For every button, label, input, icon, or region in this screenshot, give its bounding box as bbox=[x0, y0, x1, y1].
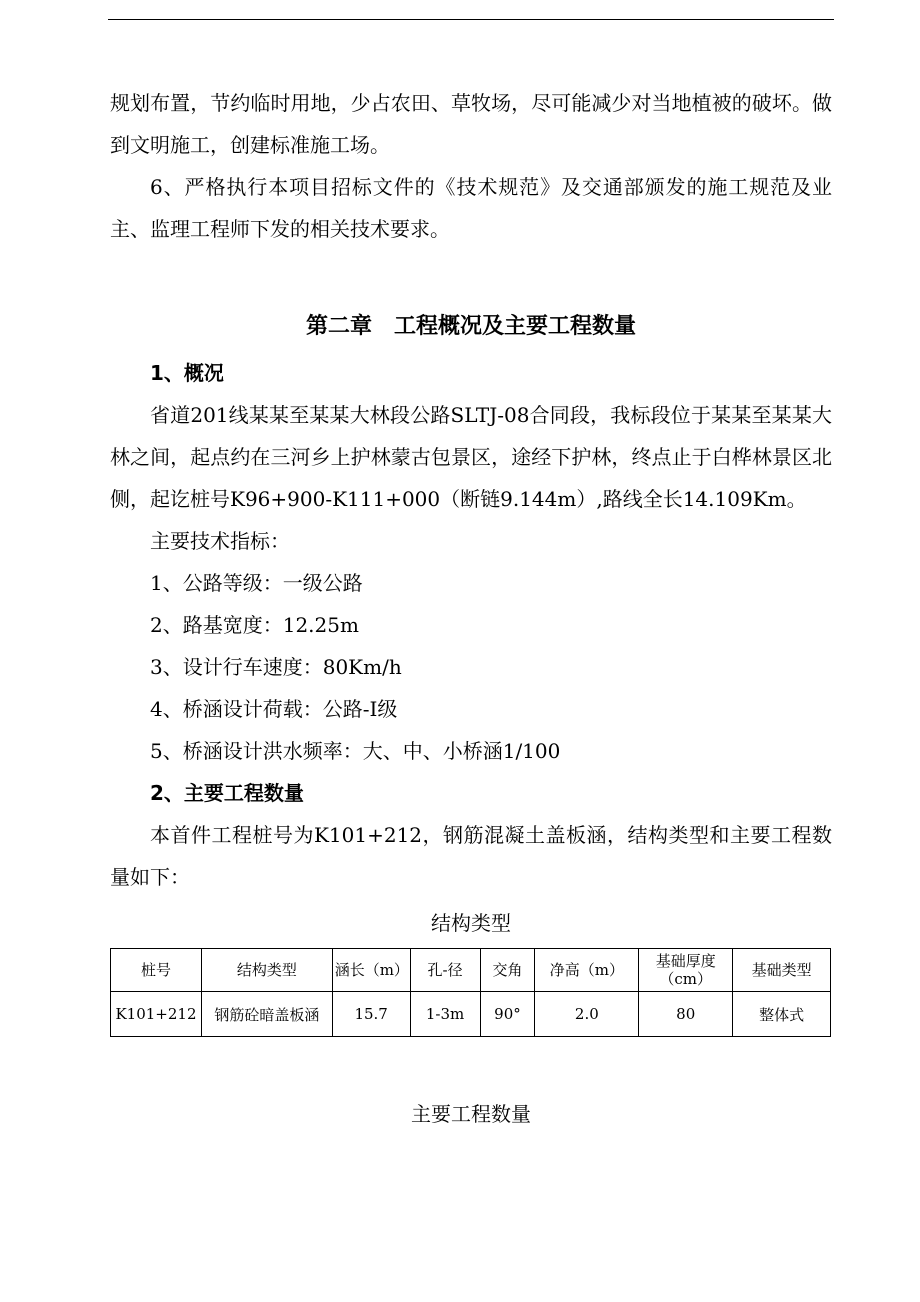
spec-item: 3、设计行车速度：80Km/h bbox=[150, 655, 402, 679]
table-cell: 钢筋砼暗盖板涵 bbox=[201, 992, 332, 1037]
structure-table bbox=[110, 948, 831, 1037]
table-header-row bbox=[111, 949, 831, 992]
paragraph-item-6: 6、严格执行本项目招标文件的《技术规范》及交通部颁发的施工规范及业主、监理工程师下发的相关技术要求。 bbox=[110, 175, 832, 241]
table-header-cell: 基础类型 bbox=[733, 949, 831, 992]
table-cell: 1-3m bbox=[410, 992, 480, 1037]
header-rule bbox=[108, 19, 834, 20]
table-header-cell: 结构类型 bbox=[201, 949, 332, 992]
table-cell: 80 bbox=[639, 992, 733, 1037]
table-cell: 90° bbox=[480, 992, 535, 1037]
table-header-cell: 孔-径 bbox=[410, 949, 480, 992]
table-row bbox=[111, 992, 831, 1037]
section-title-overview: 1、概况 bbox=[150, 361, 224, 385]
table-cell: 2.0 bbox=[535, 992, 639, 1037]
table-header-cell: 基础厚度（cm） bbox=[639, 949, 733, 992]
table-header-cell: 交角 bbox=[480, 949, 535, 992]
section-title-quantities: 2、主要工程数量 bbox=[150, 781, 304, 805]
paragraph-continuation: 规划布置，节约临时用地，少占农田、草牧场，尽可能减少对当地植被的破坏。做到文明施工，创建标准施工场。 bbox=[110, 91, 832, 157]
table-header-cell: 涵长（m） bbox=[332, 949, 410, 992]
quantities-intro: 本首件工程桩号为K101+212，钢筋混凝土盖板涵，结构类型和主要工程数量如下： bbox=[110, 823, 832, 889]
specs-title: 主要技术指标： bbox=[150, 529, 290, 553]
spec-item: 2、路基宽度：12.25m bbox=[150, 613, 359, 637]
chapter-title: 第二章 工程概况及主要工程数量 bbox=[305, 314, 636, 339]
document-body bbox=[110, 82, 832, 1135]
spec-item: 4、桥涵设计荷载：公路-I级 bbox=[150, 697, 398, 721]
table-cell: 整体式 bbox=[733, 992, 831, 1037]
table-caption-quantities: 主要工程数量 bbox=[411, 1102, 531, 1126]
table-header-cell: 桩号 bbox=[111, 949, 202, 992]
table-cell: K101+212 bbox=[111, 992, 202, 1037]
table-caption-structure: 结构类型 bbox=[431, 911, 511, 935]
overview-paragraph: 省道201线某某至某某大林段公路SLTJ-08合同段，我标段位于某某至某某大林之间，起点约在三河乡上护林蒙古包景区，途经下护林，终点止于白桦林景区北侧，起讫桩号K96+900-K111+000（断链9.144m）,路线全长14.109Km。 bbox=[110, 403, 832, 511]
spec-item: 5、桥涵设计洪水频率：大、中、小桥涵1/100 bbox=[150, 739, 561, 763]
table-cell: 15.7 bbox=[332, 992, 410, 1037]
table-header-cell: 净高（m） bbox=[535, 949, 639, 992]
spec-item: 1、公路等级：一级公路 bbox=[150, 571, 363, 595]
